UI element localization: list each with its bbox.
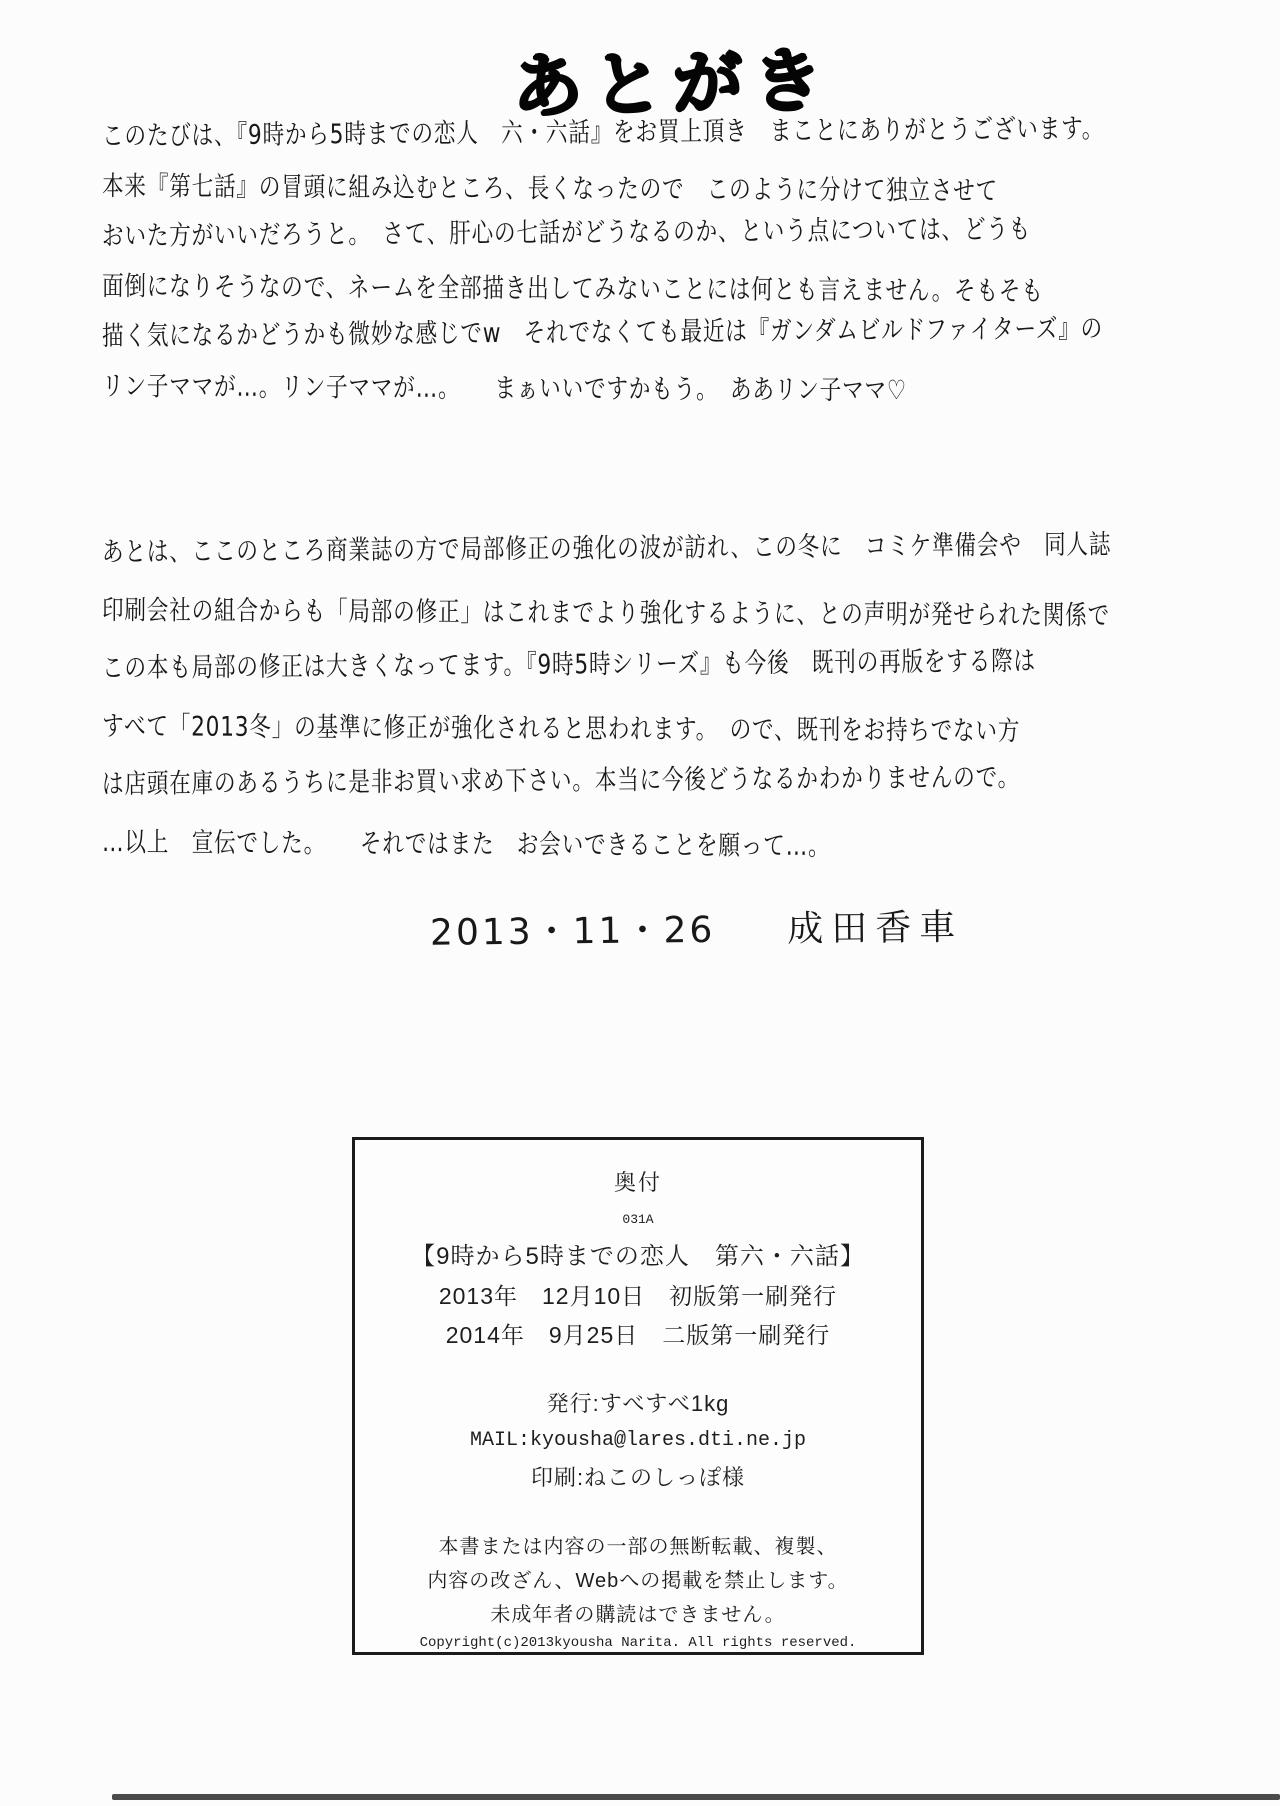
afterword-line: は店頭在庫のあるうちに是非お買い求め下さい。本当に今後どうなるかわかりませんので。 [101, 761, 1021, 800]
colophon-book-title: 【9時から5時までの恋人 第六・六話】 [411, 1243, 865, 1270]
afterword-line: おいた方がいいだろうと。 さて、肝心の七話がどうなるのか、という点については、どうも [101, 213, 1032, 252]
colophon-heading: 奥付 [613, 1170, 662, 1195]
colophon-copyright: Copyright(c)2013kyousha Narita. All rights reserved. [419, 1635, 857, 1651]
afterword-line: 本来『第七話』の冒頭に組み込むところ、長くなったので このように分けて独立させて [101, 171, 999, 207]
page-title: あとがき [511, 38, 833, 128]
colophon-printer: 印刷:ねこのしっぽ様 [530, 1465, 746, 1490]
colophon-mail: MAIL:kyousha@lares.dti.ne.jp [469, 1429, 807, 1452]
afterword-paragraph-2 [102, 524, 1182, 872]
afterword-line: 描く気になるかどうかも微妙な感じでw それでなくても最近は『ガンダムビルドファイターズ』の [101, 313, 1104, 352]
colophon-second-printing: 2014年 9月25日 二版第一刷発行 [445, 1322, 831, 1348]
afterword-line: あとは、ここのところ商業誌の方で局部修正の強化の波が訪れ、この冬に コミケ準備会や 同人誌 [101, 529, 1112, 568]
colophon-code: 031A [622, 1212, 654, 1227]
afterword-line: …以上 宣伝でした。 それではまた お会いできることを願って…。 [101, 827, 831, 862]
afterword-paragraph-1 [102, 112, 1182, 412]
colophon-notice-line: 内容の改ざん、Webへの掲載を禁止します。 [427, 1570, 849, 1592]
colophon-publisher: 発行:すべすべ1kg [546, 1391, 730, 1416]
afterword-signature: 成田香車 [787, 907, 964, 951]
colophon-notice-line: 未成年者の購読はできません。 [490, 1604, 786, 1626]
afterword-line: 印刷会社の組合からも「局部の修正」はこれまでより強化するように、との声明が発せられた関係で [101, 595, 1111, 632]
colophon-first-printing: 2013年 12月10日 初版第一刷発行 [438, 1283, 838, 1309]
afterword-line: このたびは、『9時から5時までの恋人 六・六話』をお買上頂き まことにありがとうございます。 [101, 113, 1105, 152]
afterword-line: リン子ママが…。リン子ママが…。 まぁいいですかもう。 ああリン子ママ♡ [101, 371, 908, 407]
afterword-date: 2013・11・26 [429, 909, 716, 954]
colophon-box [352, 1137, 924, 1655]
afterword-line: すべて「2013冬」の基準に修正が強化されると思われます。 ので、既刊をお持ちでない方 [101, 711, 1021, 748]
scan-edge-line [112, 1794, 1280, 1800]
afterword-line: この本も局部の修正は大きくなってます。『9時5時シリーズ』も今後 既刊の再版をする際は [101, 645, 1036, 684]
colophon-notice-line: 本書または内容の一部の無断転載、複製、 [438, 1536, 838, 1558]
afterword-line: 面倒になりそうなので、ネームを全部描き出してみないことには何とも言えません。そもそも [101, 271, 1044, 308]
afterword-date-signature [430, 899, 964, 956]
